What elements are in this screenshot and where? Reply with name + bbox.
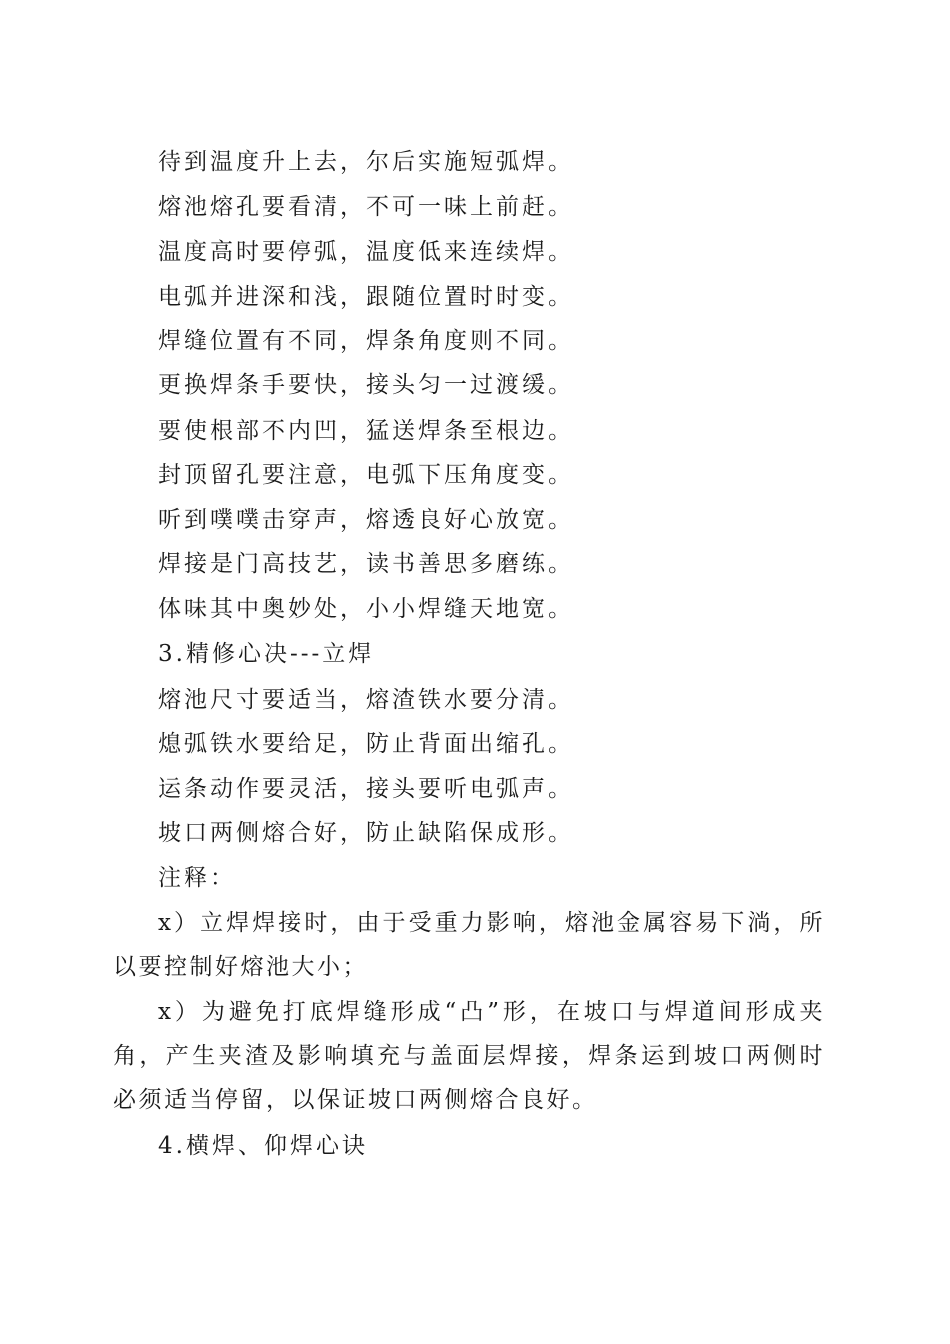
verse-line: 体味其中奥妙处，小小焊缝天地宽。 <box>158 596 574 622</box>
section-heading-horizontal-overhead: 4.横焊、仰焊心诀 <box>158 1133 368 1159</box>
verse-line: 坡口两侧熔合好，防止缺陷保成形。 <box>158 820 574 846</box>
note-paragraph: x）立焊焊接时，由于受重力影响，熔池金属容易下淌，所以要控制好熔池大小； <box>113 910 825 980</box>
section-heading-vertical-welding: 3.精修心决---立焊 <box>158 641 375 667</box>
verse-line: 要使根部不内凹，猛送焊条至根边。 <box>158 418 574 444</box>
verse-line: 焊接是门高技艺，读书善思多磨练。 <box>158 551 574 577</box>
verse-line: 电弧并进深和浅，跟随位置时时变。 <box>158 284 574 310</box>
notes-label: 注释： <box>158 865 236 891</box>
verse-line: 熔池熔孔要看清，不可一味上前赶。 <box>158 194 574 220</box>
note-paragraph: x）为避免打底焊缝形成“凸”形，在坡口与焊道间形成夹角，产生夹渣及影响填充与盖面层焊接，焊条运到坡口两侧时必须适当停留，以保证坡口两侧熔合良好。 <box>113 999 825 1113</box>
verse-line: 熄弧铁水要给足，防止背面出缩孔。 <box>158 731 574 757</box>
verse-line: 待到温度升上去，尔后实施短弧焊。 <box>158 149 574 175</box>
verse-line: 更换焊条手要快，接头匀一过渡缓。 <box>158 372 574 398</box>
verse-line: 焊缝位置有不同，焊条角度则不同。 <box>158 328 574 354</box>
verse-line: 封顶留孔要注意，电弧下压角度变。 <box>158 462 574 488</box>
verse-line: 听到噗噗击穿声，熔透良好心放宽。 <box>158 507 574 533</box>
verse-line: 熔池尺寸要适当，熔渣铁水要分清。 <box>158 687 574 713</box>
verse-line: 运条动作要灵活，接头要听电弧声。 <box>158 776 574 802</box>
verse-line: 温度高时要停弧，温度低来连续焊。 <box>158 239 574 265</box>
